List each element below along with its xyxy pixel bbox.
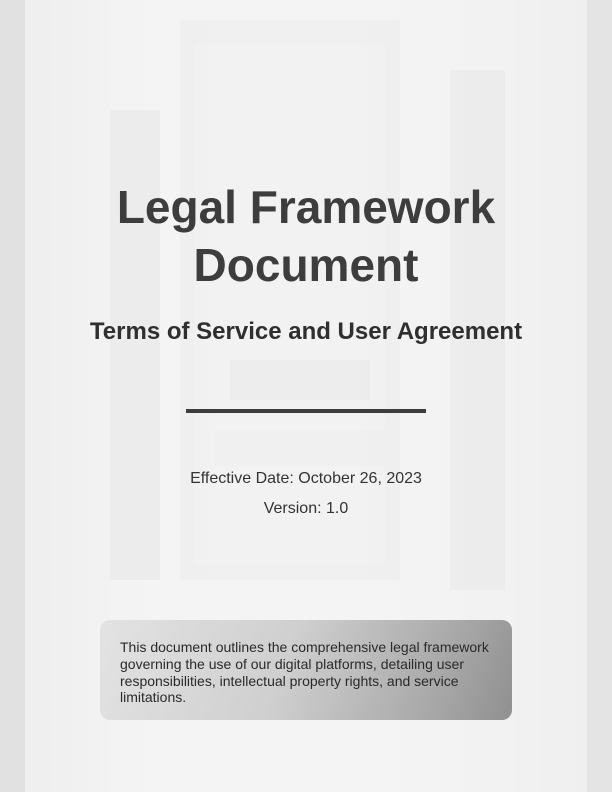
document-title <box>0 178 612 294</box>
effective-date-value: October 26, 2023 <box>298 470 422 487</box>
effective-date-label: Effective Date: <box>190 470 294 487</box>
version-label: Version: <box>263 500 322 517</box>
summary-box <box>100 620 512 720</box>
document-subtitle: Terms of Service and User Agreement <box>89 318 523 345</box>
summary-text: This document outlines the comprehensive legal framework governing the use of our digital platforms, detailing user responsibilities, intellectual property rights, and service limitations. <box>120 639 489 706</box>
version-value: 1.0 <box>326 500 349 517</box>
title-line-1: Legal Framework <box>116 181 496 233</box>
effective-date <box>0 469 612 489</box>
title-divider <box>186 409 426 413</box>
title-line-2: Document <box>193 239 419 291</box>
document-version <box>0 499 612 519</box>
